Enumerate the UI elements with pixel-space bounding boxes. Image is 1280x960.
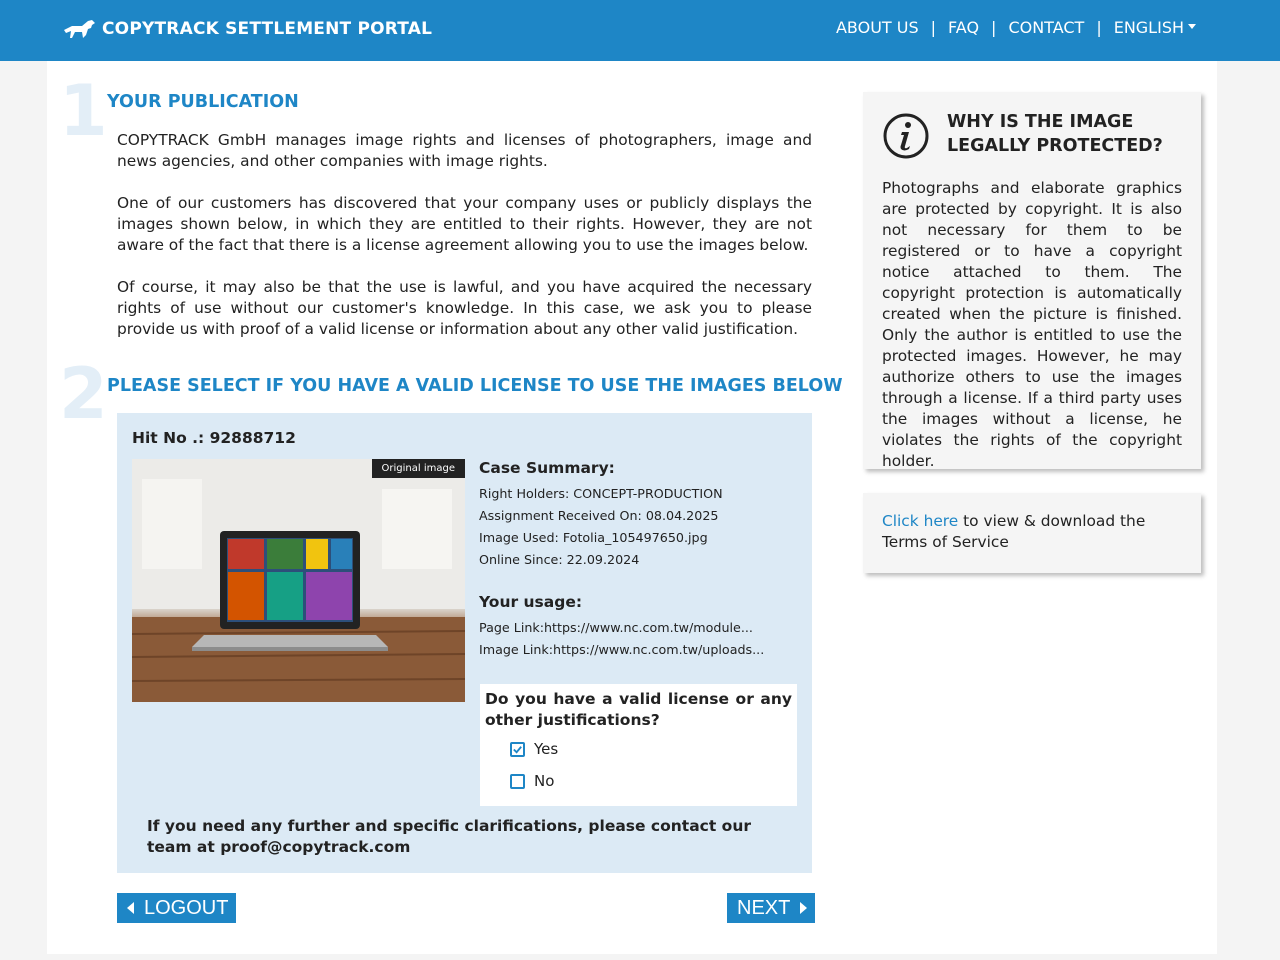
info-title-line: WHY IS THE IMAGE [947,112,1134,132]
info-text: Photographs and elaborate graphics are protected by copyright. It is also not necessary for them to be registered or to have a copyright notice attached to them. The copyright protection is automatically created when the picture is finished. Only the author is entitled to use the protected images. However, he may authorize others to use the images through a license. If a third party uses the images without a license, he violates the rights of the copyright holder. [882,179,1182,470]
language-dropdown[interactable] [1114,18,1196,37]
logo[interactable] [62,17,432,41]
image-link[interactable]: Image Link:https://www.nc.com.tw/uploads... [479,642,765,657]
usage-title: Your usage: [479,593,583,611]
publication-paragraph: COPYTRACK GmbH manages image rights and licenses of photographers, image and news agencies, and other companies with image rights. [117,131,812,170]
terms-rest: to view & download the Terms of Service [882,512,1146,551]
summary-line: Assignment Received On: 08.04.2025 [479,508,719,523]
dog-logo-icon [62,18,98,40]
option-yes[interactable] [510,740,558,758]
laptop-illustration [132,459,465,702]
original-image[interactable] [132,459,465,702]
next-label: NEXT [737,896,791,919]
info-title-line: LEGALLY PROTECTED? [947,136,1163,156]
next-button[interactable] [727,893,815,923]
page-link[interactable]: Page Link:https://www.nc.com.tw/module... [479,620,753,635]
publication-paragraph: One of our customers has discovered that your company uses or publicly displays the images shown below, in which they are entitled to their rights. However, they are not aware of the fact that there is a license agreement allowing you to use the images below. [117,194,812,254]
nav-faq[interactable]: FAQ [948,18,980,37]
section-title-publication: YOUR PUBLICATION [107,92,299,112]
nav-contact[interactable]: CONTACT [1008,18,1085,37]
check-icon [512,744,523,755]
main-nav [836,18,1196,37]
nav-about-us[interactable]: ABOUT US [835,18,919,37]
checkbox-no[interactable] [510,774,525,789]
logout-label: LOGOUT [144,896,229,919]
your-usage [479,593,769,661]
option-no-label: No [534,772,555,790]
original-image-badge: Original image [372,459,465,478]
nav-separator: | [991,18,997,37]
caret-down-icon [1188,24,1196,29]
nav-separator: | [1096,18,1102,37]
logout-button[interactable] [117,893,236,923]
arrow-left-icon [127,902,134,914]
nav-separator: | [930,18,937,37]
hit-number: Hit No .: 92888712 [132,429,296,447]
checkbox-yes[interactable] [510,742,525,757]
info-icon [882,112,930,160]
license-question: Do you have a valid license or any other justifications? [485,690,792,729]
license-question-box [480,684,797,806]
main-content [47,61,1217,954]
info-card [863,92,1201,469]
terms-text [882,511,1162,553]
case-summary-title: Case Summary: [479,459,615,477]
summary-line: Image Used: Fotolia_105497650.jpg [479,530,708,545]
option-no[interactable] [510,772,554,790]
step-number-1: 1 [59,70,108,152]
publication-paragraph: Of course, it may also be that the use is lawful, and you have acquired the necessary rights of use without our customer's knowledge. In this case, we ask you to please provide us with proof of a valid license or information about any other valid justification. [117,278,812,338]
logo-text: COPYTRACK SETTLEMENT PORTAL [102,19,433,39]
section-title-license: PLEASE SELECT IF YOU HAVE A VALID LICENSE TO USE THE IMAGES BELOW [107,376,843,396]
summary-line: Right Holders: CONCEPT-PRODUCTION [479,486,723,501]
language-label: ENGLISH [1113,18,1184,37]
help-text: If you need any further and specific clarifications, please contact our team at proof@copytrack.com [147,817,751,856]
top-navbar [0,0,1280,61]
arrow-right-icon [800,902,807,914]
terms-card [863,493,1201,573]
step-number-2: 2 [59,353,108,435]
case-panel [117,413,812,873]
info-title [947,110,1163,158]
summary-line: Online Since: 22.09.2024 [479,552,640,567]
option-yes-label: Yes [534,740,559,758]
terms-link[interactable]: Click here [882,512,959,530]
case-summary [479,459,799,571]
